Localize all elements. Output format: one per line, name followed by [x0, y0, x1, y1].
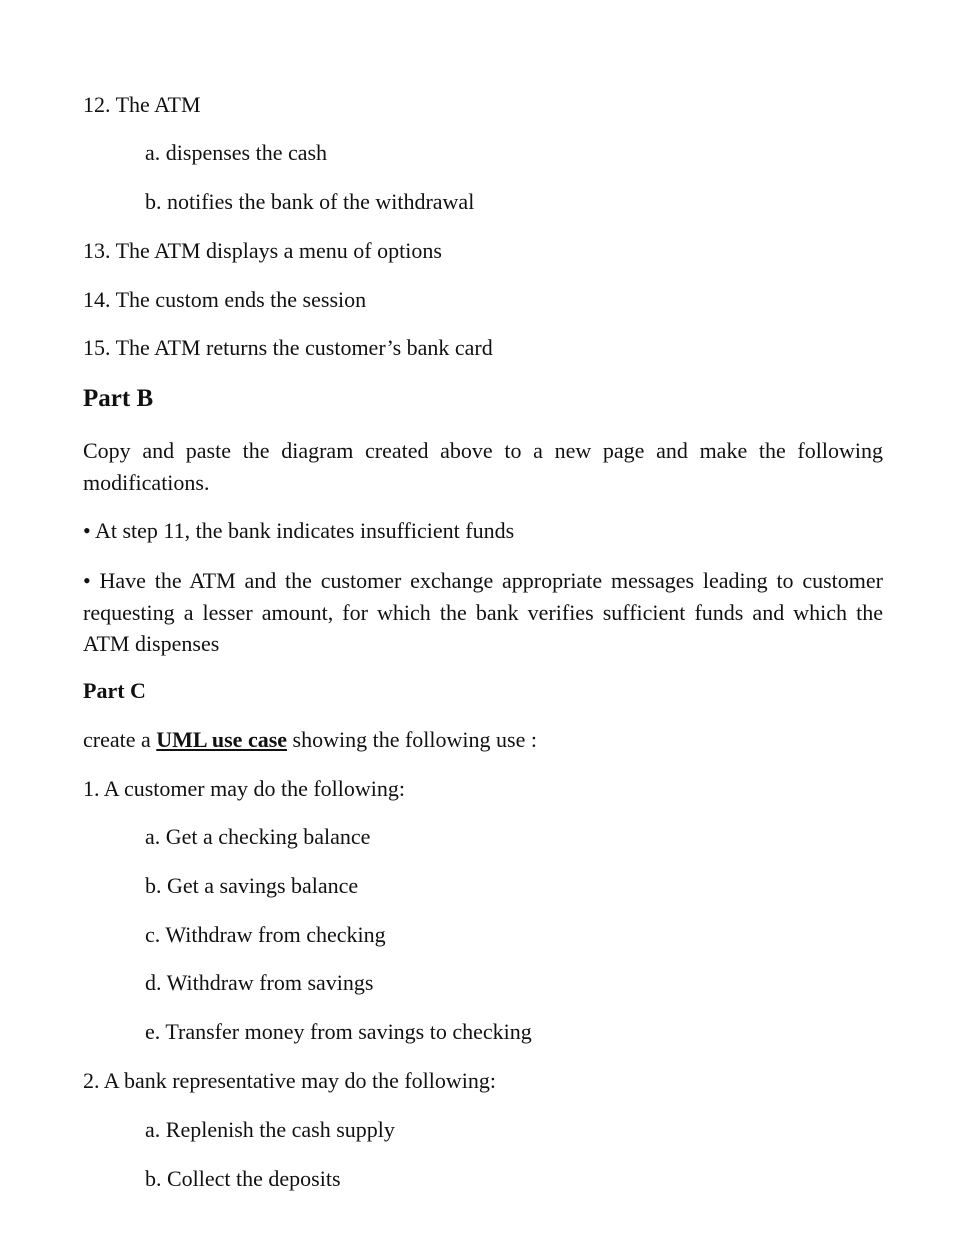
step-14: 14. The custom ends the session — [83, 287, 367, 312]
part-b-bullet-2: • Have the ATM and the customer exchange appropriate messages leading to customer requesting a lesser amount, for which the bank verifies sufficient funds and which the ATM dispenses — [83, 568, 883, 656]
part-c-heading: Part C — [83, 678, 146, 703]
uml-use-case-emphasis: UML use case — [156, 727, 288, 752]
part-c-intro-suffix: showing the following use : — [287, 727, 537, 752]
customer-item-c: c. Withdraw from checking — [145, 922, 386, 947]
customer-item-b: b. Get a savings balance — [145, 873, 359, 898]
part-c-intro — [83, 727, 537, 753]
bank-rep-list-heading: 2. A bank representative may do the following: — [83, 1068, 497, 1093]
bank-rep-item-a: a. Replenish the cash supply — [145, 1117, 395, 1142]
step-15: 15. The ATM returns the customer’s bank card — [83, 335, 493, 360]
part-b-heading: Part B — [83, 385, 154, 412]
customer-list-heading: 1. A customer may do the following: — [83, 776, 406, 801]
bank-rep-item-b: b. Collect the deposits — [145, 1166, 341, 1191]
part-c-intro-prefix: create a — [83, 727, 157, 752]
customer-item-d: d. Withdraw from savings — [145, 970, 374, 995]
customer-item-a: a. Get a checking balance — [145, 824, 371, 849]
customer-item-e: e. Transfer money from savings to checking — [145, 1019, 532, 1044]
step-13: 13. The ATM displays a menu of options — [83, 238, 442, 263]
part-b-intro: Copy and paste the diagram created above to a new page and make the following modifications. — [83, 438, 883, 495]
step-12: 12. The ATM — [83, 92, 201, 117]
step-12-b: b. notifies the bank of the withdrawal — [145, 189, 475, 214]
part-b-bullet-1: • At step 11, the bank indicates insufficient funds — [83, 518, 515, 543]
step-12-a: a. dispenses the cash — [145, 140, 328, 165]
